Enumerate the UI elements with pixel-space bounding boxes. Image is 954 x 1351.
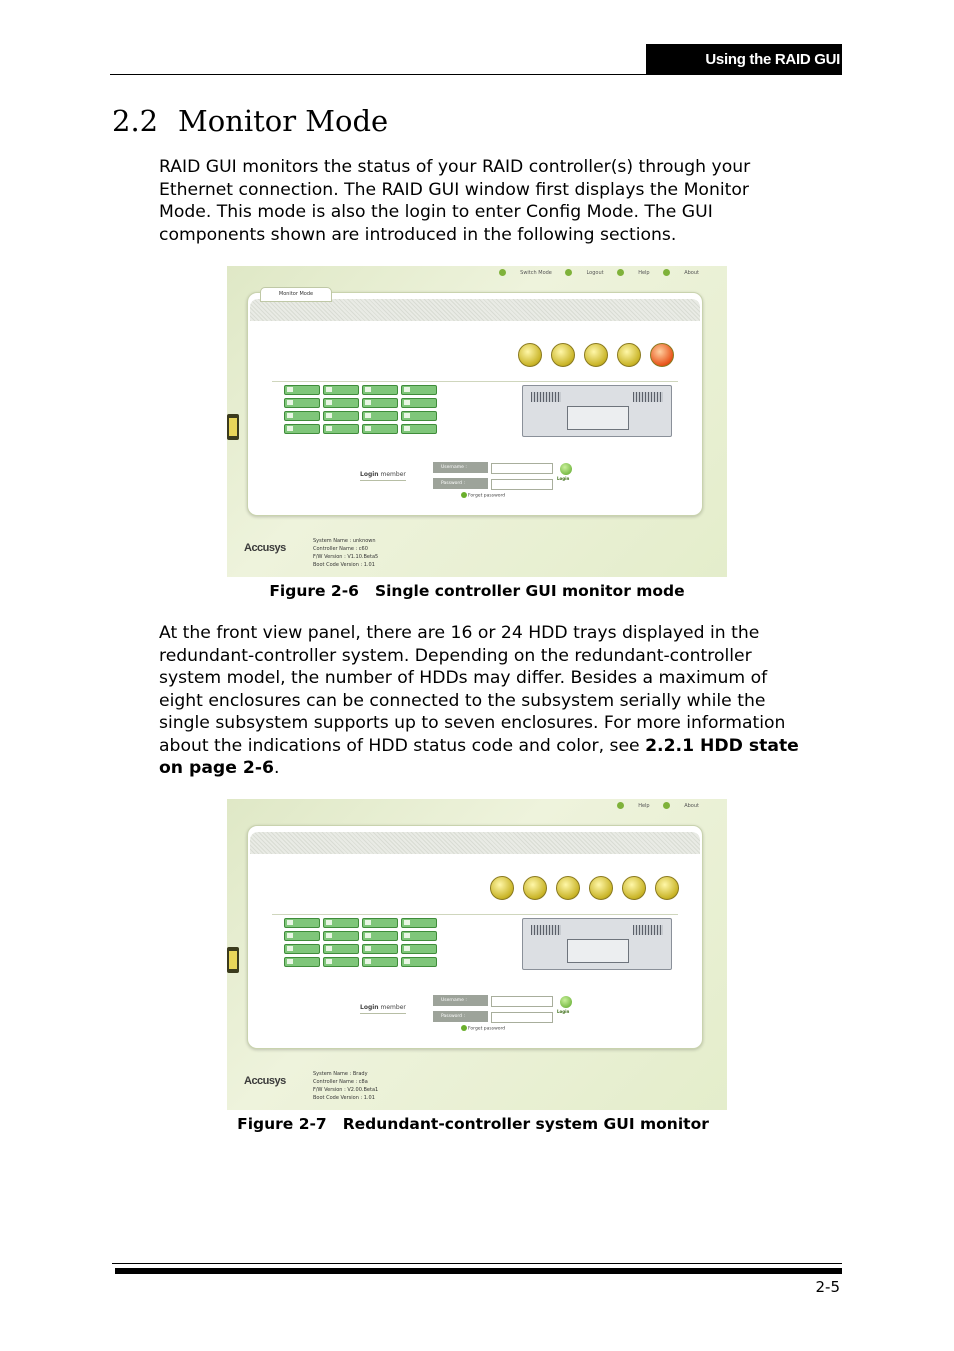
system-info (313, 1070, 378, 1102)
controller-module (567, 406, 629, 430)
hdd-tray[interactable] (401, 424, 437, 434)
side-handle-icon[interactable] (227, 414, 239, 440)
password-input[interactable] (491, 479, 553, 490)
panel-divider (272, 914, 678, 915)
switch-mode-icon (499, 269, 506, 276)
password-label: Password : (433, 1011, 488, 1022)
hdd-tray-grid (284, 385, 437, 434)
username-label: Username : (433, 462, 488, 473)
login-heading: Login member (360, 1004, 406, 1014)
hdd-tray[interactable] (362, 398, 398, 408)
login-heading: Login member (360, 471, 406, 481)
page-number: 2-5 (815, 1278, 840, 1296)
system-info (313, 537, 378, 569)
page-reference[interactable]: on page 2-6 (159, 758, 274, 778)
password-label: Password : (433, 478, 488, 489)
about-icon (663, 802, 670, 809)
username-input[interactable] (491, 463, 553, 474)
forgot-password-icon (461, 1025, 467, 1031)
status-icons (518, 343, 674, 367)
para-line: eight enclosures can be connected to the subsystem serially while the (159, 690, 766, 711)
hdd-tray[interactable] (284, 918, 320, 928)
figure-redundant-controller-screenshot (227, 799, 727, 1110)
status-icons (490, 876, 679, 900)
controller-name: Controller Name : c60 (313, 546, 368, 552)
hdd-tray[interactable] (362, 957, 398, 967)
intro-paragraph (159, 156, 839, 246)
hdd-tray[interactable] (323, 957, 359, 967)
hdd-tray[interactable] (284, 398, 320, 408)
enclosure-rear-view (522, 385, 672, 437)
header-section-tab: Using the RAID GUI (646, 44, 842, 75)
enclosure-rear-view (522, 918, 672, 970)
hdd-tray[interactable] (401, 398, 437, 408)
event-log-icon[interactable] (490, 876, 514, 900)
hdd-tray[interactable] (323, 411, 359, 421)
hdd-tray[interactable] (284, 385, 320, 395)
hdd-tray-grid (284, 918, 437, 967)
password-input[interactable] (491, 1012, 553, 1023)
controller-module (567, 939, 629, 963)
intro-line: components shown are introduced in the following sections. (159, 224, 677, 245)
hdd-tray[interactable] (323, 385, 359, 395)
hdd-tray[interactable] (401, 918, 437, 928)
accusys-logo: Accusys (244, 1075, 286, 1087)
hdd-state-reference[interactable]: 2.2.1 HDD state (645, 735, 799, 756)
figure-1-caption: Figure 2-6 Single controller GUI monitor mode (269, 582, 685, 600)
boot-code-version: Boot Code Version : 1.01 (313, 562, 375, 568)
hdd-tray[interactable] (362, 918, 398, 928)
hdd-tray[interactable] (284, 424, 320, 434)
boot-code-version: Boot Code Version : 1.01 (313, 1095, 375, 1101)
side-handle-icon[interactable] (227, 947, 239, 973)
intro-line: RAID GUI monitors the status of your RAID controller(s) through your (159, 157, 751, 177)
hdd-tray[interactable] (401, 957, 437, 967)
fw-version: F/W Version : V2.00.Beta1 (313, 1087, 379, 1093)
help-icon (617, 802, 624, 809)
footer-thick-rule (115, 1268, 842, 1274)
beeper-icon[interactable] (523, 876, 547, 900)
hdd-tray[interactable] (284, 957, 320, 967)
para-line: At the front view panel, there are 16 or 24 HDD trays displayed in the (159, 623, 760, 643)
hdd-tray[interactable] (323, 918, 359, 928)
hdd-tray[interactable] (362, 424, 398, 434)
system-name: System Name : unknown (313, 538, 376, 544)
section-title: Monitor Mode (178, 104, 389, 138)
hdd-tray[interactable] (284, 944, 320, 954)
ups-icon[interactable] (622, 876, 646, 900)
switch-mode-link[interactable]: Switch Mode (499, 270, 552, 276)
forgot-password-icon (461, 492, 467, 498)
forgot-password-link[interactable]: Forget password (461, 492, 505, 499)
top-links (605, 802, 699, 809)
event-log-icon[interactable] (518, 343, 542, 367)
forgot-password-link[interactable]: Forget password (461, 1025, 505, 1032)
figure-2-caption: Figure 2-7 Redundant-controller system GUI monitor (237, 1115, 709, 1133)
power-icon[interactable] (617, 343, 641, 367)
beeper-icon[interactable] (551, 343, 575, 367)
hdd-tray[interactable] (362, 411, 398, 421)
fw-version: F/W Version : V1.10.Beta5 (313, 554, 379, 560)
fan-icon[interactable] (655, 876, 679, 900)
hdd-tray[interactable] (284, 931, 320, 941)
hdd-tray[interactable] (323, 424, 359, 434)
help-link[interactable]: Help (617, 270, 649, 276)
para-line: system model, the number of HDDs may differ. Besides a maximum of (159, 668, 768, 688)
controller-icon[interactable] (556, 876, 580, 900)
tab-monitor-mode[interactable]: Monitor Mode (260, 287, 332, 302)
login-button[interactable]: Login (557, 1009, 570, 1014)
section-heading (112, 104, 388, 138)
hdd-paragraph (159, 622, 839, 780)
hdd-tray[interactable] (284, 411, 320, 421)
about-icon (663, 269, 670, 276)
hdd-tray[interactable] (401, 931, 437, 941)
username-input[interactable] (491, 996, 553, 1007)
hdd-tray[interactable] (362, 385, 398, 395)
login-arrow-icon[interactable] (560, 996, 572, 1008)
logout-link[interactable]: Logout (565, 270, 603, 276)
username-label: Username : (433, 995, 488, 1006)
para-line: single subsystem supports up to seven enclosures. For more information (159, 713, 786, 733)
hdd-tray[interactable] (362, 944, 398, 954)
hdd-tray[interactable] (323, 931, 359, 941)
hdd-tray[interactable] (323, 944, 359, 954)
hdd-tray[interactable] (323, 398, 359, 408)
power-icon[interactable] (589, 876, 613, 900)
accusys-logo: Accusys (244, 542, 286, 554)
controller-icon[interactable] (584, 343, 608, 367)
hdd-tray[interactable] (401, 411, 437, 421)
system-name: System Name : Brady (313, 1071, 368, 1077)
login-arrow-icon[interactable] (560, 463, 572, 475)
monitor-panel (247, 825, 703, 1049)
top-links (487, 269, 699, 276)
hdd-tray[interactable] (401, 944, 437, 954)
intro-line: Mode. This mode is also the login to enter Config Mode. The GUI (159, 202, 713, 222)
figure-single-controller-screenshot (227, 266, 727, 577)
controller-name: Controller Name : c8a (313, 1079, 368, 1085)
help-link[interactable]: Help (617, 803, 649, 809)
para-line: on page 2-6. (159, 758, 280, 778)
section-number: 2.2 (112, 104, 159, 138)
para-line: redundant-controller system. Depending on the redundant-controller (159, 645, 752, 666)
about-link[interactable]: About (663, 803, 699, 809)
panel-divider (272, 381, 678, 382)
alert-icon[interactable] (650, 343, 674, 367)
hdd-tray[interactable] (401, 385, 437, 395)
help-icon (617, 269, 624, 276)
panel-header-band (250, 299, 700, 321)
intro-line: Ethernet connection. The RAID GUI window first displays the Monitor (159, 179, 749, 200)
panel-header-band (250, 832, 700, 854)
footer-rule (112, 1263, 842, 1264)
login-button[interactable]: Login (557, 476, 570, 481)
hdd-tray[interactable] (362, 931, 398, 941)
logout-icon (565, 269, 572, 276)
about-link[interactable]: About (663, 270, 699, 276)
monitor-panel (247, 292, 703, 516)
para-line: about the indications of HDD status code and color, see 2.2.1 HDD state (159, 735, 799, 756)
